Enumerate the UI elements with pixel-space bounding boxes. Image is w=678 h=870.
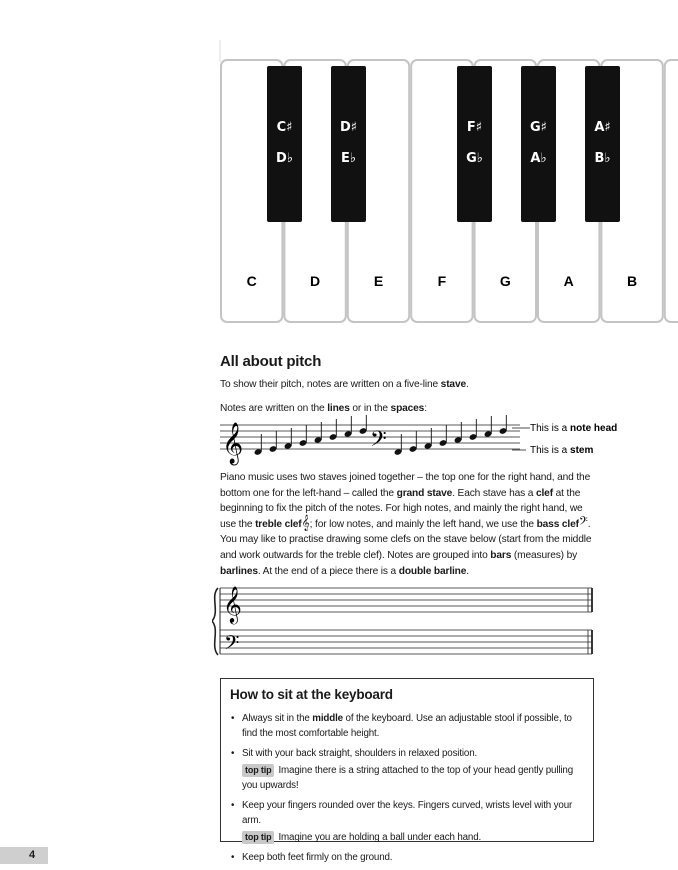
- note: [299, 425, 308, 447]
- double-barline: [588, 588, 592, 654]
- label-stem: This is a stem: [530, 445, 594, 456]
- top-tip-badge: top tip: [242, 831, 274, 844]
- white-key-label: A: [563, 273, 574, 289]
- grand-stave-practice: [212, 582, 596, 662]
- bullet-icon: •: [231, 713, 235, 724]
- treble-clef-icon: 𝄞: [222, 423, 244, 464]
- white-key-label: E: [373, 273, 384, 289]
- black-key-sharp-label: A♯: [594, 120, 611, 135]
- stave-intro-text: To show their pitch, notes are written on a five-line stave.: [220, 379, 469, 390]
- top-tip: top tip Imagine you are holding a ball under each hand.: [242, 830, 579, 845]
- white-key-partial: [665, 60, 678, 322]
- black-key: [585, 66, 620, 222]
- black-key-sharp-label: C♯: [276, 120, 293, 135]
- note: [484, 416, 493, 438]
- black-key: [331, 66, 366, 222]
- page-number-tab: [0, 847, 48, 864]
- lines-spaces-text: Notes are written on the lines or in the spaces:: [220, 403, 427, 414]
- top-tip-badge: top tip: [242, 764, 274, 777]
- sitting-tips-list: [229, 711, 579, 870]
- piano-keyboard-diagram: [0, 0, 678, 330]
- section-title-pitch: All about pitch: [220, 353, 322, 370]
- black-key-flat-label: A♭: [530, 151, 547, 166]
- note: [329, 419, 338, 441]
- list-item: • Keep both feet firmly on the ground.: [231, 852, 393, 863]
- sitting-tips-title: How to sit at the keyboard: [230, 687, 393, 702]
- black-key-flat-label: D♭: [276, 151, 293, 166]
- note: [344, 416, 353, 438]
- page-number: 4: [29, 849, 36, 861]
- list-item: • Keep your fingers rounded over the keys. Fingers curved, wrists level with your arm. top tip Imagine you are holding a ball under each hand.: [229, 798, 579, 845]
- black-key-sharp-label: D♯: [339, 120, 358, 135]
- list-item: • Sit with your back straight, shoulders in relaxed position. top tip Imagine there is a string attached to the top of your head gently pulling you upwards!: [229, 746, 579, 793]
- bullet-icon: •: [231, 800, 235, 811]
- bass-stave-lines: [220, 630, 592, 654]
- black-key-sharp-label: F♯: [466, 120, 483, 135]
- bullet-icon: •: [231, 852, 235, 863]
- white-key-label: F: [437, 273, 447, 289]
- top-tip: top tip Imagine there is a string attached to the top of your head gently pulling you upwards!: [242, 765, 574, 791]
- grand-stave-paragraph: Piano music uses two staves joined together – the top one for the right hand, and the bottom one for the left-hand – called the grand stave. Each stave has a clef at the beginning to fix the pitch of the notes. For high notes, and mainly the right hand, we use the treble clef𝄞; for low notes, and mainly the left hand, we use the bass clef𝄢. You may like to practise drawing some clefs on the stave below (start from the middle and work outwards for the treble clef). Notes are grouped into bars (measures) by barlines. At the end of a piece there is a double barline.: [220, 472, 592, 577]
- treble-clef-inline-icon: 𝄞: [301, 514, 310, 531]
- black-key: [267, 66, 302, 222]
- sitting-tips-box: [220, 678, 594, 863]
- white-key-label: B: [627, 273, 638, 289]
- black-key-flat-label: B♭: [594, 151, 611, 166]
- list-item: • Always sit in the middle of the keyboard. Use an adjustable stool if possible, to find the most comfortable height.: [231, 713, 572, 739]
- white-key-label: C: [246, 273, 257, 289]
- bass-clef-icon: 𝄢: [224, 631, 240, 659]
- black-key-flat-label: G♭: [466, 151, 483, 166]
- white-key-label: D: [310, 273, 321, 289]
- grand-stave-brace: [212, 588, 218, 655]
- black-key: [521, 66, 556, 222]
- note: [439, 425, 448, 447]
- note: [269, 431, 278, 453]
- white-key-label: G: [499, 273, 511, 289]
- bass-clef-inline-icon: 𝄢: [578, 514, 588, 531]
- bass-clef-icon: 𝄢: [370, 427, 387, 457]
- example-stave: [220, 415, 620, 467]
- treble-clef-icon: 𝄞: [223, 585, 242, 623]
- black-key-sharp-label: G♯: [530, 120, 547, 135]
- black-key-flat-label: E♭: [340, 151, 357, 166]
- note: [469, 419, 478, 441]
- treble-stave-lines: [220, 588, 592, 612]
- black-key: [457, 66, 492, 222]
- note: [409, 431, 418, 453]
- bullet-icon: •: [231, 748, 235, 759]
- label-note-head: This is a note head: [530, 423, 618, 434]
